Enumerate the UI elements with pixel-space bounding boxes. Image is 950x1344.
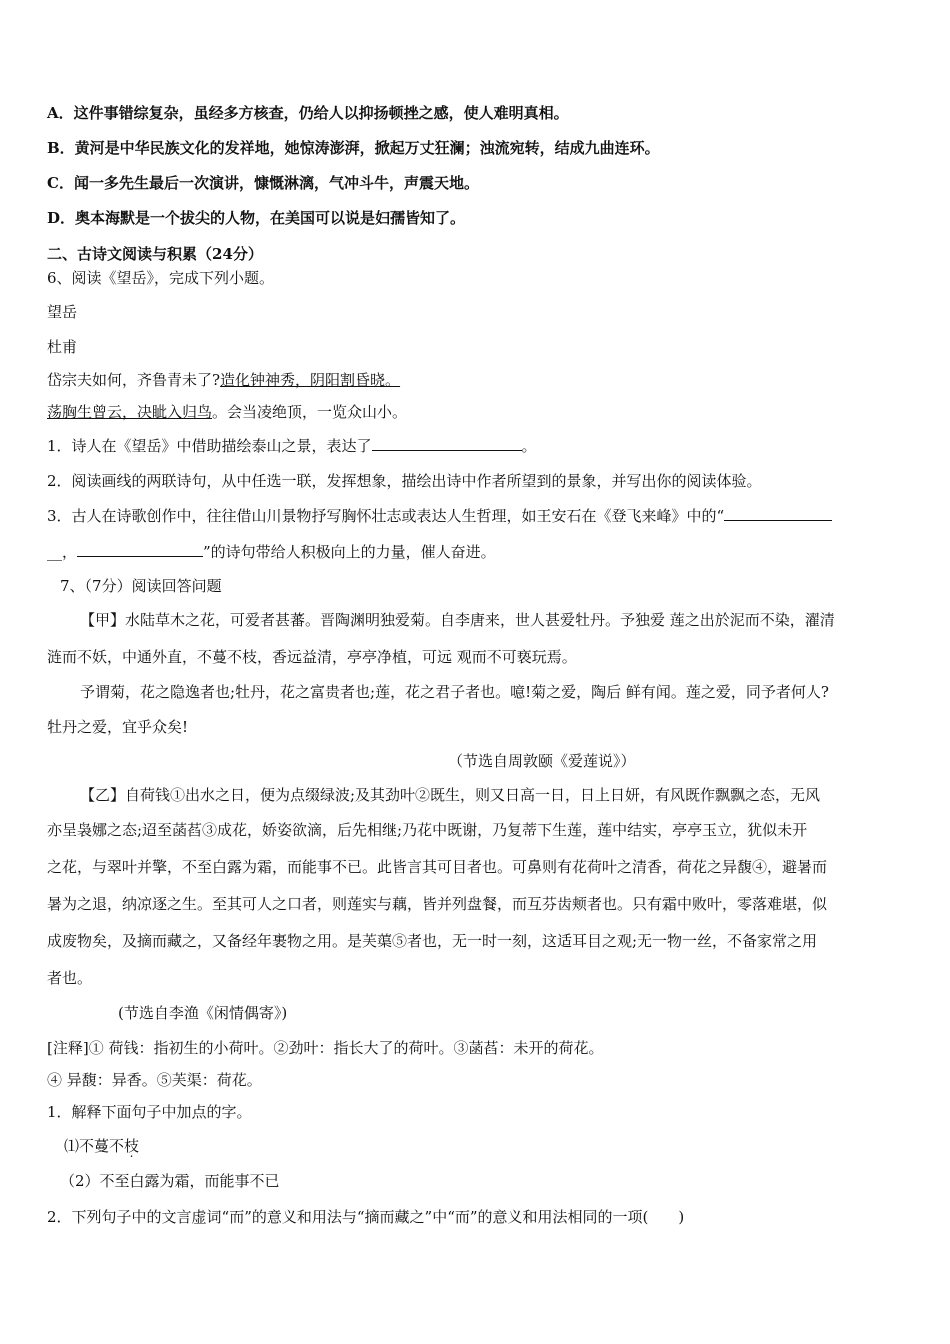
jia-paragraph-2-line-2: 牡丹之爱，宜乎众矣!	[47, 718, 189, 736]
q6-question-1-end: 。	[521, 437, 537, 455]
q6-question-1-text: 1．诗人在《望岳》中借助描绘泰山之景，表达了	[47, 437, 372, 455]
yi-line-2: 亦呈袅娜之态;迢至菡萏③成花，娇姿欲滴，后先相继;乃花中既谢，乃复蒂下生莲，莲中结实，亭亭玉立，犹似未开	[47, 821, 808, 839]
answer-blank[interactable]	[77, 542, 203, 557]
jia-paragraph-2-line-1: 予谓菊，花之隐逸者也;牡丹，花之富贵者也;莲，花之君子者也。噫!菊之爱，陶后 鲜有闻。莲之爱，同予者何人?	[80, 683, 829, 701]
poem-line-2	[47, 402, 407, 422]
jia-paragraph-1-line-1: 【甲】水陆草木之花，可爱者甚蕃。晋陶渊明独爱菊。自李唐来，世人甚爱牡丹。予独爱 莲之出於泥而不染，濯清	[80, 611, 835, 629]
q7-question-2: 2．下列句子中的文言虚词“而”的意义和用法与“摘而藏之”中“而”的意义和用法相同的一项( )	[47, 1208, 685, 1226]
q6-question-1	[47, 436, 537, 456]
q6-question-3	[47, 506, 832, 526]
yi-line-4: 暑为之退，纳凉逐之生。至其可人之口者，则莲实与藕，皆并列盘餐，而互芬齿颊者也。只有霜中败叶，零落难堪，似	[47, 895, 828, 913]
option-c: C．闻一多先生最后一次演讲，慷慨淋漓，气冲斗牛，声震天地。	[47, 174, 479, 192]
q6-question-3-cont-a: __，	[47, 543, 78, 561]
yi-line-1: 【乙】自荷钱①出水之日，便为点缀绿波;及其劲叶②既生，则又日高一日，日上日妍，有风既作飘飘之态，无风	[80, 786, 821, 804]
q7-heading: 7、（7分）阅读回答问题	[60, 577, 222, 595]
yi-line-3: 之花，与翠叶并擎，不至白露为霜，而能事不已。此皆言其可目者也。可鼻则有花荷叶之清香，荷花之异馥④，避暑而	[47, 858, 828, 876]
q7-question-1-a	[64, 1136, 139, 1156]
dotted-character: 枝	[124, 1137, 140, 1155]
poem-title: 望岳	[47, 303, 78, 321]
q6-question-3-cont-b: ”的诗句带给人积极向上的力量，催人奋进。	[203, 543, 496, 561]
yi-source: (节选自李渔《闲情偶寄》)	[118, 1004, 288, 1022]
poem-line-1-plain: 岱宗夫如何，齐鲁青未了?	[47, 371, 221, 389]
q7-question-1: 1．解释下面句子中加点的字。	[47, 1103, 252, 1121]
q6-intro: 6、阅读《望岳》，完成下列小题。	[47, 269, 275, 287]
notes-line-2: ④ 异馥：异香。⑤芙渠：荷花。	[47, 1071, 262, 1089]
jia-source: （节选自周敦颐《爱莲说》）	[448, 752, 636, 770]
notes-line-1: [注释]① 荷钱：指初生的小荷叶。②劲叶：指长大了的荷叶。③菡萏：未开的荷花。	[47, 1039, 604, 1057]
option-d: D．奥本海默是一个拔尖的人物，在美国可以说是妇孺皆知了。	[47, 209, 466, 227]
q6-question-3-cont	[47, 542, 496, 562]
jia-paragraph-1-line-2: 涟而不妖，中通外直，不蔓不枝，香远益清，亭亭净植，可远 观而不可亵玩焉。	[47, 648, 577, 666]
answer-blank[interactable]	[372, 436, 522, 451]
yi-line-6: 者也。	[47, 969, 93, 987]
section-heading: 二、古诗文阅读与积累（24分）	[47, 245, 263, 263]
option-b: B．黄河是中华民族文化的发祥地，她惊涛澎湃，掀起万丈狂澜；浊流宛转，结成九曲连环。	[47, 139, 660, 157]
option-a: A．这件事错综复杂，虽经多方核查，仍给人以抑扬顿挫之感，使人难明真相。	[47, 104, 569, 122]
q7-question-1-b: （2）不至白露为霜，而能事不已	[60, 1172, 280, 1190]
q6-question-2: 2．阅读画线的两联诗句，从中任选一联，发挥想象，描绘出诗中作者所望到的景象，并写出你的阅读体验。	[47, 472, 762, 490]
answer-blank[interactable]	[724, 506, 832, 521]
poem-line-1	[47, 370, 400, 390]
poem-line-2-plain: 。会当凌绝顶，一览众山小。	[212, 403, 408, 421]
poem-line-2-underlined: 荡胸生曾云，决眦入归鸟	[47, 403, 213, 421]
q6-question-3-text: 3．古人在诗歌创作中，往往借山川景物抒写胸怀壮志或表达人生哲理，如王安石在《登飞来峰》中的“	[47, 507, 725, 525]
q7-question-1-a-text: ⑴不蔓不	[64, 1137, 125, 1155]
poem-author: 杜甫	[47, 338, 78, 356]
yi-line-5: 成废物矣，及摘而藏之，又备经年裹物之用。是芙蕖⑤者也，无一时一刻，这适耳目之观;无一物一丝，不备家常之用	[47, 932, 818, 950]
poem-line-1-underlined: 造化钟神秀，阴阳割昏晓。	[220, 371, 401, 389]
